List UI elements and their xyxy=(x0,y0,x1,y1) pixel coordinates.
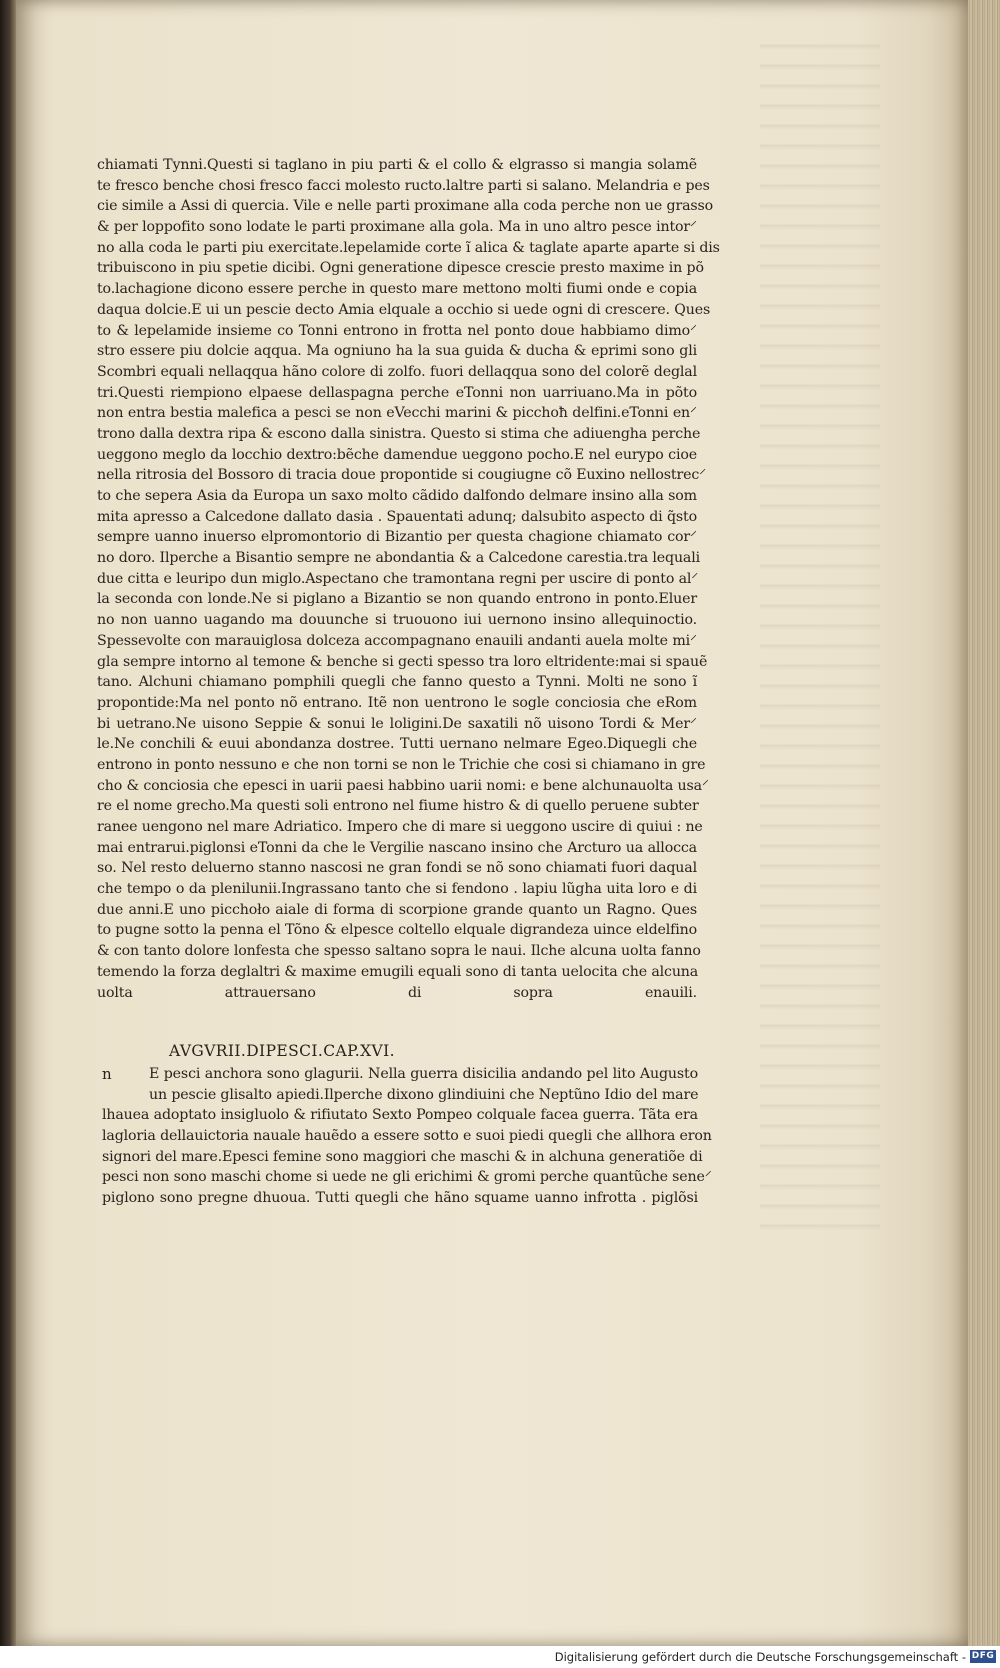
text-line: mita apresso a Calcedone dallato dasia . Spauentati adunq; dalsubito aspecto di q̃sto xyxy=(97,508,697,525)
text-line: & con tanto dolore lonfesta che spesso saltano sopra le naui. Ilche alcuna uolta fanno xyxy=(97,943,701,960)
guide-letter: n xyxy=(102,1065,112,1083)
digitization-credit: Digitalisierung gefördert durch die Deutsche Forschungsgemeinschaft - xyxy=(554,1650,966,1664)
text-line: ranee uengono nel mare Adriatico. Impero che di mare si ueggono uscire di quiui : ne xyxy=(97,819,703,835)
text-line: non entra bestia malefica a pesci se non eVecchi marini & picchoħ delfini.eTonni en⸍ xyxy=(97,405,697,422)
text-line: tribuiscono in piu spetie dicibi. Ogni generatione dipesce crescie presto maxime in põ xyxy=(97,260,704,277)
text-line: nella ritrosia del Bossoro di tracia doue propontide si cougiugne cõ Euxino nellostrec⸍ xyxy=(97,467,707,484)
text-line: Scombri equali nellaqqua hãno colore di zolfo. fuori dellaqqua sono del colorẽ deglal xyxy=(97,363,697,380)
text-line: pesci non sono maschi chome si uede ne gli erichimi & gromi perche quantũche sene⸍ xyxy=(102,1169,712,1186)
text-line: lhauea adoptato insigluolo & rifiutato Sexto Pompeo colquale facea guerra. Tãta era xyxy=(102,1107,698,1124)
text-line: te fresco benche chosi fresco facci molesto ructo.laltre parti si salano. Melandria e pes xyxy=(97,177,710,194)
text-line: tri.Questi riempiono elpaese dellaspagna perche eTonni non uarriuano.Ma in põto xyxy=(97,384,697,401)
text-line: propontide:Ma nel ponto nõ entrano. Itẽ non uentrono le sogle conciosia che eRom xyxy=(97,694,697,711)
text-line: bi uetrano.Ne uisono Seppie & sonui le loligini.De saxatili nõ uisono Tordi & Mer⸍ xyxy=(97,715,697,732)
text-line: to.lachagione dicono essere perche in questo mare mettono molti fiumi onde e copia xyxy=(97,281,697,298)
text-line: uolta attrauersano di sopra enauili. xyxy=(97,984,697,1001)
text-line: tano. Alchuni chiamano pomphili quegli che fanno questo a Tynni. Molti ne sono ĩ xyxy=(97,674,697,691)
text-line: Spessevolte con marauiglosa dolceza accompagnano enauili andanti auela molte mi⸍ xyxy=(97,632,697,649)
text-line: cie simile a Assi di quercia. Vile e nelle parti proximane alla coda perche non ue grasso xyxy=(97,198,714,215)
text-line: daqua dolcie.E ui un pescie decto Amia elquale a occhio si uede ogni di crescere. Ques xyxy=(97,301,711,318)
text-line: stro essere piu dolcie aqqua. Ma ogniuno ha la sua guida & ducha & eprimi sono gli xyxy=(97,343,697,360)
chapter-lines xyxy=(102,1064,712,1209)
text-line: re el nome grecho.Ma questi soli entrono nel fiume histro & di quello peruene subter xyxy=(97,798,699,815)
text-line: lagloria dellauictoria nauale hauẽdo a essere sotto e suoi piedi quegli che allhora eron xyxy=(102,1128,712,1145)
text-line: due anni.E uno picchoło aiale di forma di scorpione grande quanto un Ragno. Ques xyxy=(97,901,697,918)
text-line: due citta e leuripo dun miglo.Aspectano che tramontana regni per uscire di ponto al⸍ xyxy=(97,570,699,587)
text-line: trono dalla dextra ripa & escono dalla sinistra. Questo si stima che adiuengha perche xyxy=(97,425,701,442)
text-line: che tempo o da plenilunii.Ingrassano tanto che si fendono . lapiu lũgha uita loro e di xyxy=(97,881,697,898)
text-line: mai entrarui.piglonsi eTonni da che le Vergilie nascano insino che Arcturo ua allocca xyxy=(97,839,697,856)
text-line: cho & conciosia che epesci in uarii paesi habbino uarii nomi: e bene alchunauolta usa⸍ xyxy=(97,777,709,794)
text-line: ueggono meglo da locchio dextro:bẽche damendue ueggono pocho.E nel eurypo cioe xyxy=(97,446,697,463)
text-line: piglono sono pregne dhuoua. Tutti quegli che hãno squame uanno infrotta . piglõsi xyxy=(102,1190,698,1207)
text-line: temendo la forza deglaltri & maxime emugili equali sono di tanta uelocita che alcuna xyxy=(97,963,699,980)
text-line: un pescie glisalto apiedi.Ilperche dixono glindiuini che Neptũno Idio del mare xyxy=(149,1086,699,1103)
text-line: E pesci anchora sono glagurii. Nella guerra disicilia andando pel lito Augusto xyxy=(149,1066,698,1082)
text-line: to pugne sotto la penna el Tõno & elpesce coltello elquale digrandeza uince eldelfino xyxy=(97,922,698,939)
main-text-column xyxy=(97,155,720,1003)
text-line: so. Nel resto deluerno stanno nascosi ne gran fondi se nõ sono chiamati fuori daqual xyxy=(97,860,697,877)
text-line: to & lepelamide insieme co Tonni entrono in frotta nel ponto doue habbiamo dimo⸍ xyxy=(97,322,697,339)
text-line: le.Ne conchili & euui abondanza dostree. Tutti uernano nelmare Egeo.Diquegli che xyxy=(97,736,697,753)
chapter-heading: AVGVRII.DIPESCI.CAP.XVI. xyxy=(169,1042,396,1060)
text-line: chiamati Tynni.Questi si taglano in piu parti & el collo & elgrasso si mangia solamẽ xyxy=(97,157,697,173)
dfg-logo: DFG xyxy=(971,1651,995,1661)
text-line: no non uanno uagando ma douunche si truouono iui uernono insino allequinoctio. xyxy=(97,612,697,629)
text-line: gla sempre intorno al temone & benche si gecti spesso tra loro eltridente:mai si spauẽ xyxy=(97,653,708,670)
text-line: to che sepera Asia da Europa un saxo molto cãdido dalfondo delmare insino alla som xyxy=(97,488,697,504)
page-stack-edge xyxy=(968,0,1000,1646)
text-line: la seconda con londe.Ne si piglano a Bizantio se non quando entrono in ponto.Eluer xyxy=(97,591,697,608)
text-line: no alla coda le parti piu exercitate.lepelamide corte ĩ alica & taglate aparte aparte si dis xyxy=(97,239,720,256)
text-line: & per loppofito sono lodate le parti proximane alla gola. Ma in uno altro pesce intor⸍ xyxy=(97,219,697,236)
text-line: no doro. Ilperche a Bisantio sempre ne abondantia & a Calcedone carestia.tra lequali xyxy=(97,550,701,567)
show-through xyxy=(760,30,880,1230)
text-line: signori del mare.Epesci femine sono maggiori che maschi & in alchuna generatiõe di xyxy=(102,1148,703,1165)
chapter-body xyxy=(102,1064,712,1209)
text-line: entrono in ponto nessuno e che non torni se non le Trichie che cosi si chiamano in gre xyxy=(97,756,706,773)
text-line: sempre uanno inuerso elpromontorio di Bizantio per questa chagione chiamato cor⸍ xyxy=(97,529,697,546)
